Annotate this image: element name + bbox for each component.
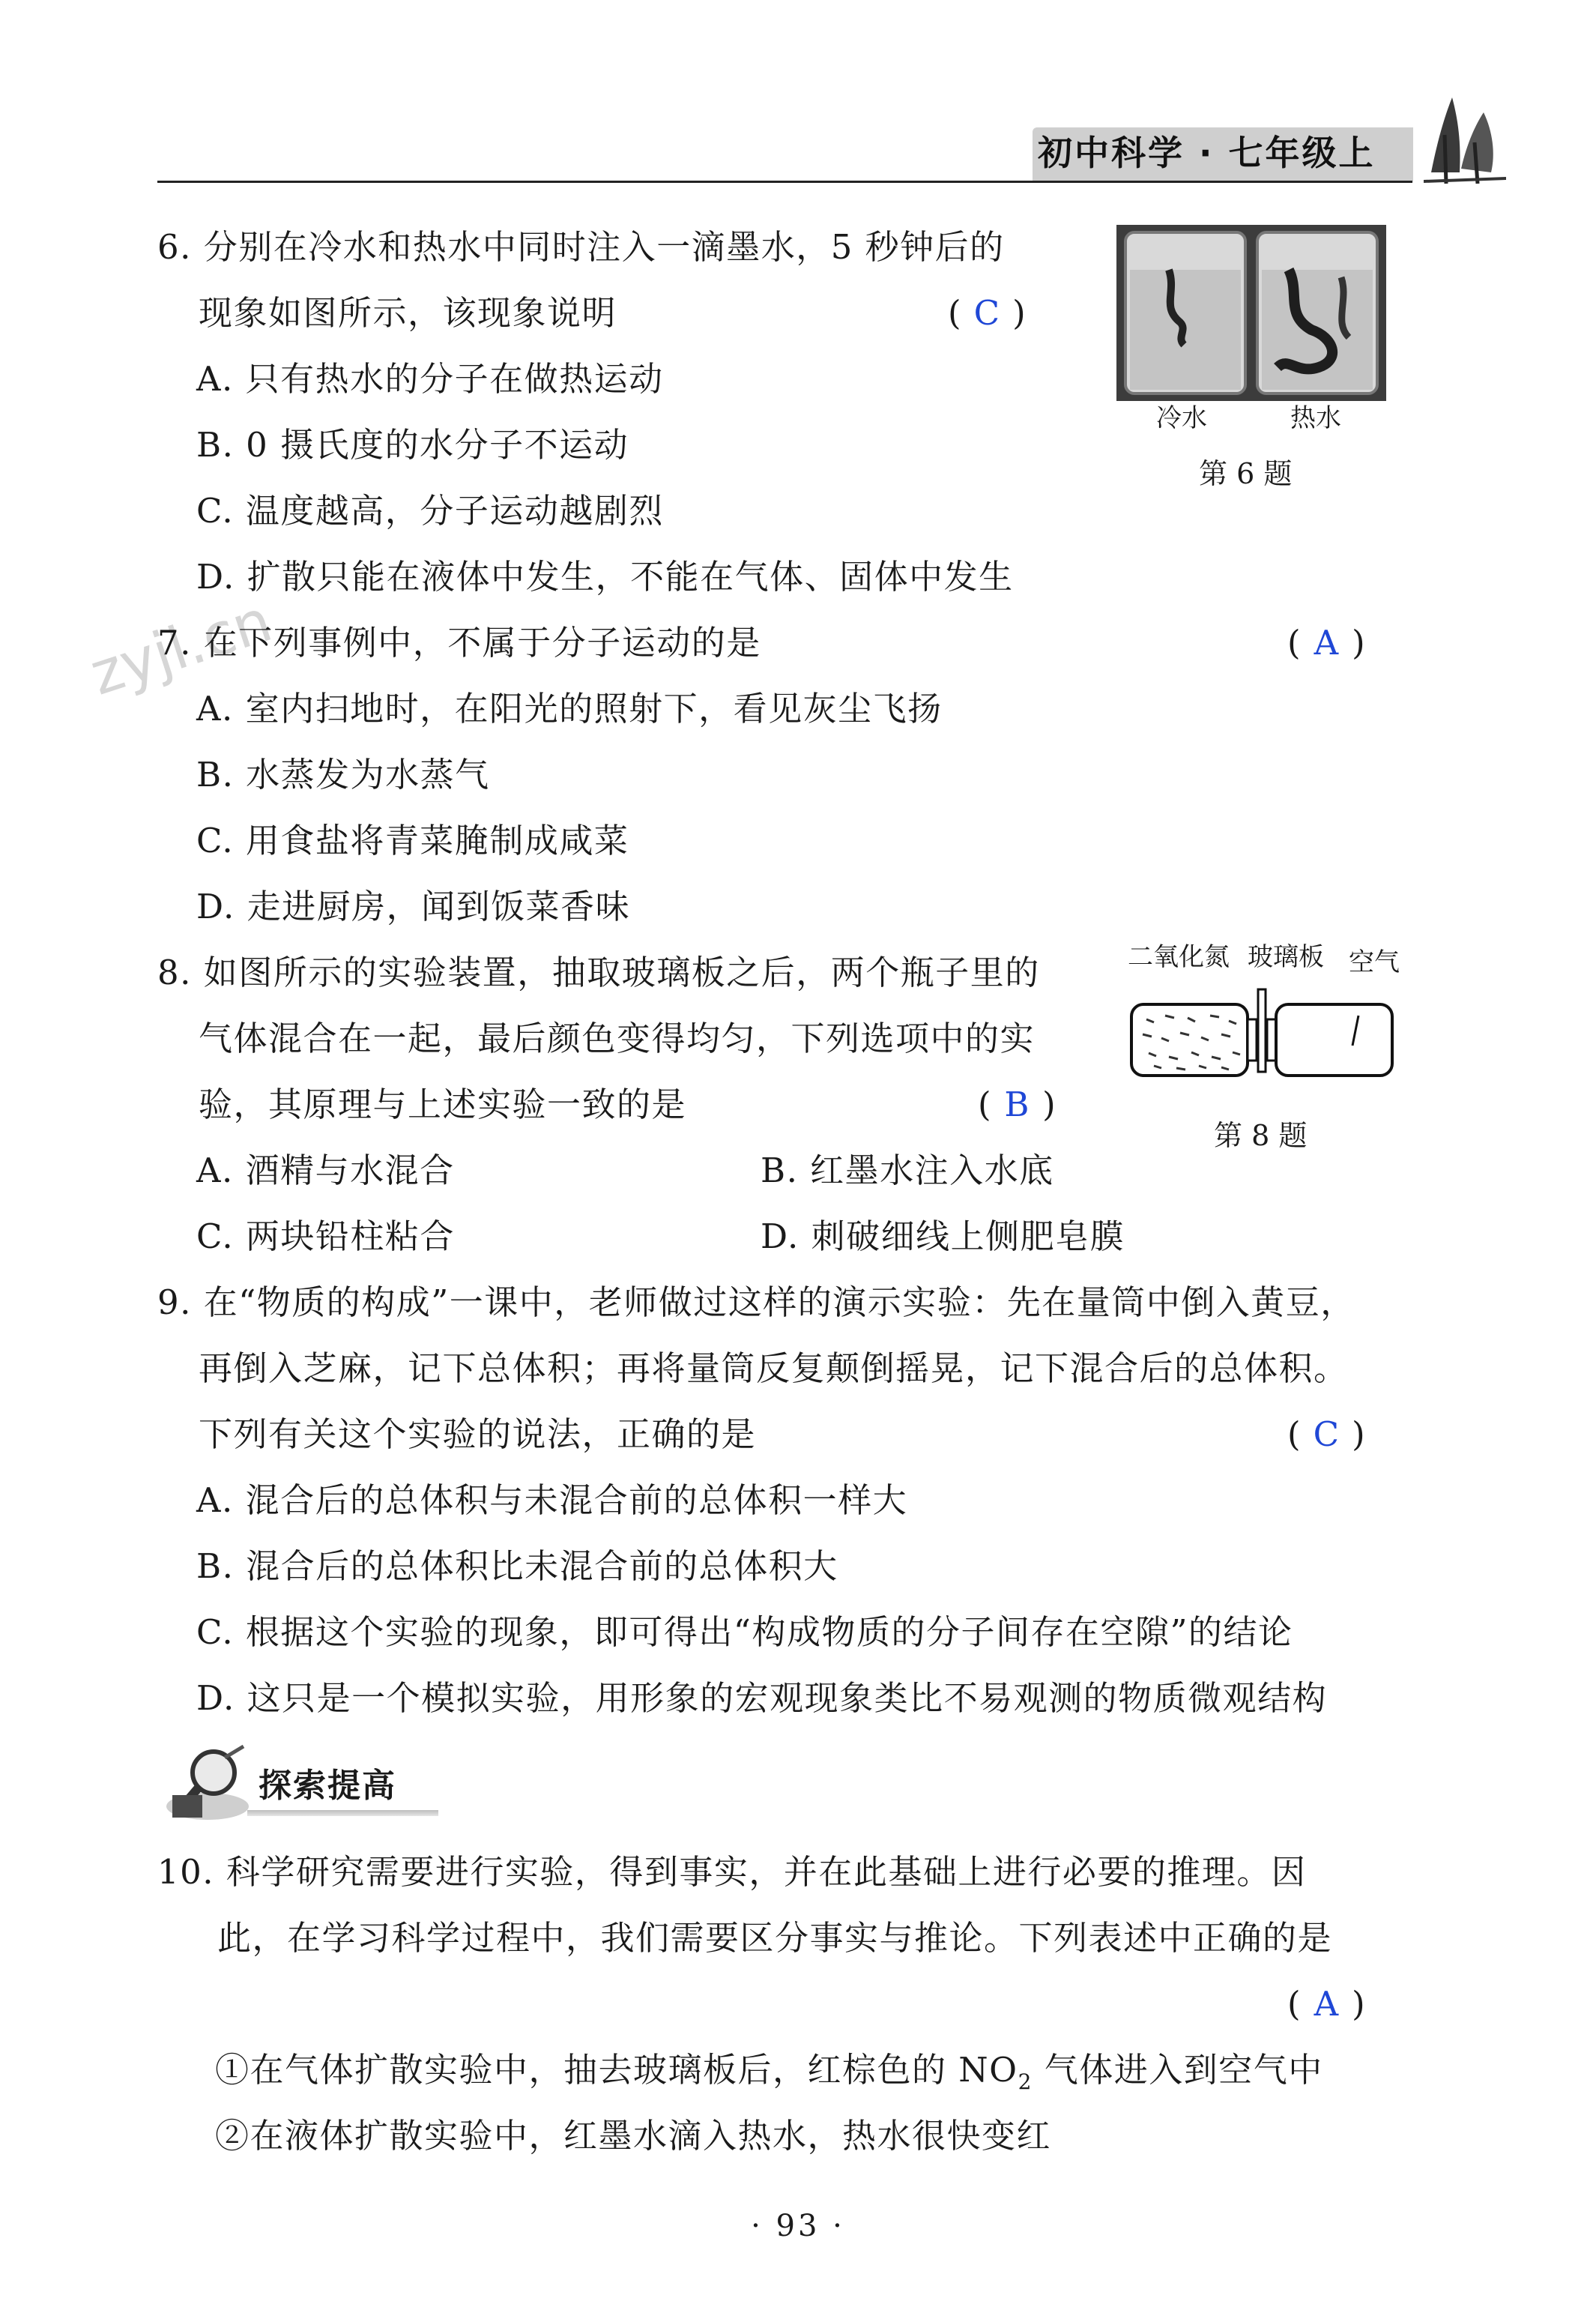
q6-option-d: D. 扩散只能在液体中发生，不能在气体、固体中发生 bbox=[196, 557, 1014, 597]
section-title: 探索提高 bbox=[259, 1767, 396, 1805]
q6-label-cold: 冷水 bbox=[1156, 403, 1207, 433]
q7-answer: ( A ) bbox=[1287, 621, 1365, 666]
q7-option-c: C. 用食盐将青菜腌制成咸菜 bbox=[196, 821, 629, 860]
q9-answer-value: C bbox=[1313, 1414, 1340, 1454]
q9-answer: ( C ) bbox=[1287, 1412, 1365, 1457]
q8-stem-line1: 8. 如图所示的实验装置，抽取玻璃板之后，两个瓶子里的 bbox=[157, 953, 1040, 992]
q8-option-d: D. 刺破细线上侧肥皂膜 bbox=[761, 1216, 1125, 1256]
magnifier-explorer-icon bbox=[161, 1743, 255, 1825]
q6-option-b: B. 0 摄氏度的水分子不运动 bbox=[196, 425, 629, 465]
q9-option-a: A. 混合后的总体积与未混合前的总体积一样大 bbox=[196, 1480, 908, 1520]
q7-answer-value: A bbox=[1314, 623, 1339, 663]
q9-option-b: B. 混合后的总体积比未混合前的总体积大 bbox=[196, 1546, 838, 1586]
q7-option-d: D. 走进厨房，闻到饭菜香味 bbox=[196, 887, 631, 926]
q6-figure-caption: 第 6 题 bbox=[1199, 457, 1293, 490]
section-underline bbox=[247, 1810, 438, 1816]
q8-answer: ( B ) bbox=[978, 1082, 1056, 1127]
q6-beakers-photo bbox=[1116, 225, 1386, 401]
q8-label-glass: 玻璃板 bbox=[1248, 942, 1324, 972]
page-header-title: 初中科学 · 七年级上 bbox=[1038, 133, 1376, 173]
q10-statement-1-pre: ①在气体扩散实验中，抽去玻璃板后，红棕色的 NO bbox=[215, 2050, 1018, 2090]
q6-option-a: A. 只有热水的分子在做热运动 bbox=[196, 359, 664, 399]
q6-answer: ( C ) bbox=[948, 291, 1026, 336]
q6-label-hot: 热水 bbox=[1290, 403, 1341, 433]
q6-stem-line1: 6. 分别在冷水和热水中同时注入一滴墨水，5 秒钟后的 bbox=[157, 227, 1005, 267]
q6-answer-value: C bbox=[973, 293, 1000, 333]
q8-figure-caption: 第 8 题 bbox=[1214, 1119, 1308, 1152]
q8-answer-value: B bbox=[1004, 1085, 1030, 1124]
page-number: · 93 · bbox=[751, 2209, 845, 2243]
q10-statement-1 bbox=[215, 2048, 1323, 2093]
q8-stem-line2: 气体混合在一起，最后颜色变得均匀，下列选项中的实 bbox=[199, 1019, 1036, 1058]
q8-diffusion-apparatus bbox=[1128, 974, 1397, 1087]
q8-option-a: A. 酒精与水混合 bbox=[196, 1151, 455, 1190]
watermark: zyjl.cn bbox=[82, 587, 280, 709]
q6-option-c: C. 温度越高，分子运动越剧烈 bbox=[196, 491, 664, 531]
q9-stem-line3: 下列有关这个实验的说法，正确的是 bbox=[199, 1414, 757, 1454]
q8-label-air: 空气 bbox=[1349, 947, 1400, 977]
q8-label-no2: 二氧化氮 bbox=[1128, 942, 1230, 972]
q6-stem-line2: 现象如图所示，该现象说明 bbox=[199, 293, 617, 333]
q8-stem-line3: 验，其原理与上述实验一致的是 bbox=[199, 1085, 687, 1124]
q10-statement-2: ②在液体扩散实验中，红墨水滴入热水，热水很快变红 bbox=[215, 2116, 1052, 2156]
q7-option-b: B. 水蒸发为水蒸气 bbox=[196, 755, 490, 794]
q10-statement-1-post: 气体进入到空气中 bbox=[1032, 2050, 1323, 2090]
q9-option-c: C. 根据这个实验的现象，即可得出“构成物质的分子间存在空隙”的结论 bbox=[196, 1612, 1293, 1652]
q7-stem: 7. 在下列事例中，不属于分子运动的是 bbox=[157, 623, 761, 663]
q9-option-d: D. 这只是一个模拟实验，用形象的宏观现象类比不易观测的物质微观结构 bbox=[196, 1678, 1328, 1718]
no2-subscript: 2 bbox=[1018, 2069, 1033, 2094]
q7-option-a: A. 室内扫地时，在阳光的照射下，看见灰尘飞扬 bbox=[196, 689, 943, 729]
q10-answer: ( A ) bbox=[1287, 1982, 1365, 2027]
q8-option-b: B. 红墨水注入水底 bbox=[761, 1151, 1054, 1190]
q10-stem-line1: 10. 科学研究需要进行实验，得到事实，并在此基础上进行必要的推理。因 bbox=[157, 1852, 1307, 1892]
tree-logo-icon bbox=[1424, 90, 1506, 187]
q8-option-c: C. 两块铅柱粘合 bbox=[196, 1216, 455, 1256]
q9-stem-line1: 9. 在“物质的构成”一课中，老师做过这样的演示实验：先在量筒中倒入黄豆， bbox=[157, 1282, 1355, 1322]
q10-stem-line2: 此，在学习科学过程中，我们需要区分事实与推论。下列表述中正确的是 bbox=[217, 1918, 1333, 1958]
header-rule bbox=[157, 181, 1412, 183]
q9-stem-line2: 再倒入芝麻，记下总体积；再将量筒反复颠倒摇晃，记下混合后的总体积。 bbox=[199, 1348, 1349, 1388]
q10-answer-value: A bbox=[1314, 1984, 1339, 2024]
